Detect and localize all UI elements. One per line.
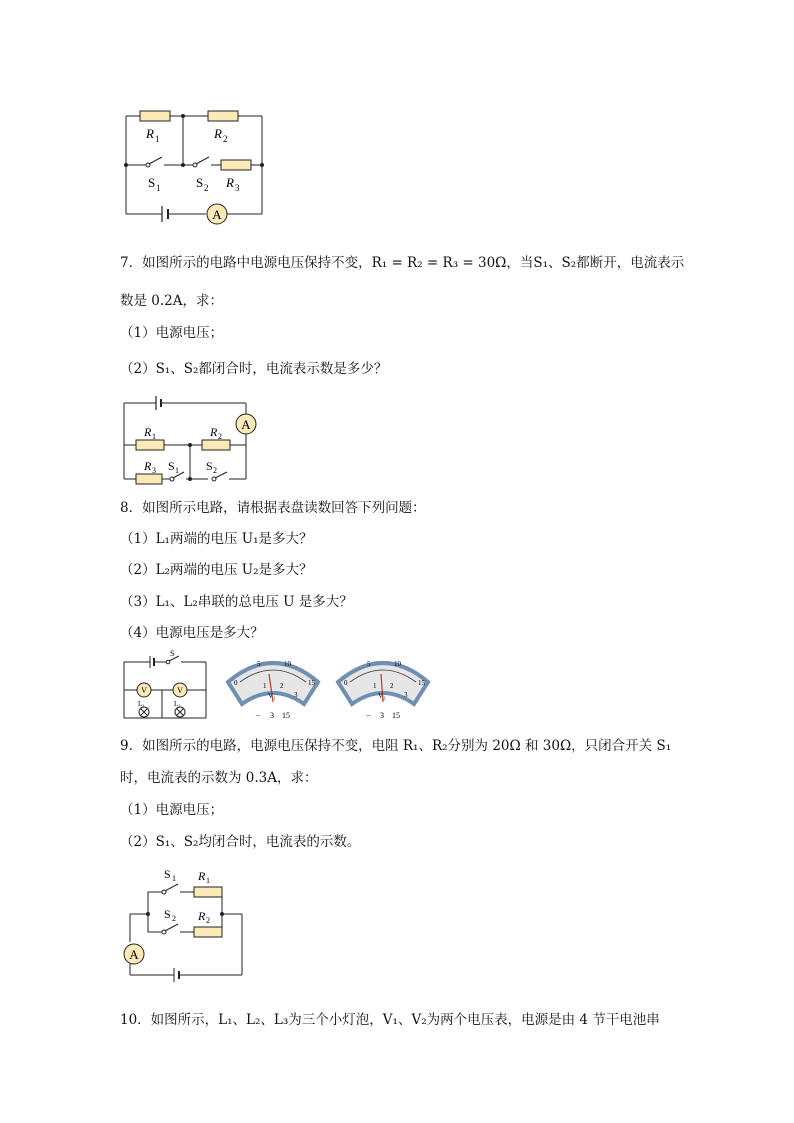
svg-text:1: 1 xyxy=(156,183,161,193)
ammeter-label: A xyxy=(212,207,222,222)
resistor-r2 xyxy=(208,111,238,121)
svg-text:R: R xyxy=(214,126,222,141)
svg-text:2: 2 xyxy=(213,466,217,475)
svg-text:2: 2 xyxy=(204,183,209,193)
svg-text:3: 3 xyxy=(235,183,240,193)
q8-sub4: （4）电源电压是多大？ xyxy=(120,625,264,641)
svg-text:1: 1 xyxy=(373,682,377,690)
svg-text:S: S xyxy=(206,459,213,473)
svg-text:−: − xyxy=(366,711,371,720)
figure-q7-circuit-2 xyxy=(118,393,263,485)
svg-text:R: R xyxy=(146,126,154,141)
figure-q7-circuit xyxy=(118,105,273,225)
svg-text:L₂: L₂ xyxy=(174,700,181,708)
svg-text:5: 5 xyxy=(257,660,261,668)
svg-text:S: S xyxy=(164,867,171,881)
q7-sub1: （1）电源电压； xyxy=(120,325,224,341)
svg-text:0: 0 xyxy=(344,679,348,687)
svg-text:1: 1 xyxy=(155,134,160,144)
svg-text:R: R xyxy=(144,425,152,439)
voltmeter-v1-dial xyxy=(222,652,324,727)
svg-text:1: 1 xyxy=(206,876,210,885)
svg-text:10: 10 xyxy=(394,660,401,668)
figure-q9-circuit xyxy=(118,862,248,984)
q7-stem-line2: 数是 0.2A，求： xyxy=(120,293,224,309)
svg-text:V₁: V₁ xyxy=(268,692,276,700)
svg-text:2: 2 xyxy=(218,432,222,441)
svg-text:V: V xyxy=(141,686,147,695)
svg-text:1: 1 xyxy=(263,682,267,690)
ammeter-label-3: A xyxy=(129,947,139,962)
svg-text:0: 0 xyxy=(234,679,238,687)
q10-stem-line1: 10．如图所示，L₁、L₂、L₃为三个小灯泡，V₁、V₂为两个电压表，电源是由 4 节干电池串 xyxy=(120,1012,660,1028)
svg-text:15: 15 xyxy=(308,679,315,687)
svg-text:15: 15 xyxy=(392,711,400,720)
resistor-r3 xyxy=(221,160,251,170)
ammeter-label-2: A xyxy=(241,417,251,432)
svg-text:2: 2 xyxy=(172,914,176,923)
svg-text:3: 3 xyxy=(294,691,298,699)
svg-text:L₁: L₁ xyxy=(138,700,145,708)
svg-text:S: S xyxy=(164,907,171,921)
svg-text:S: S xyxy=(196,175,204,190)
q9-stem-line2: 时，电流表的示数为 0.3A，求： xyxy=(120,770,318,786)
svg-text:R: R xyxy=(210,425,218,439)
q7-stem-line1: 7．如图所示的电路中电源电压保持不变，R₁ = R₂ = R₃ = 30Ω，当S₁、S₂都断开，电流表示 xyxy=(120,255,685,271)
svg-text:2: 2 xyxy=(223,134,228,144)
svg-text:S: S xyxy=(148,175,156,190)
svg-text:15: 15 xyxy=(418,679,425,687)
svg-text:R: R xyxy=(144,459,152,473)
svg-text:V: V xyxy=(177,686,183,695)
svg-text:V₂: V₂ xyxy=(378,692,386,700)
svg-text:10: 10 xyxy=(284,660,291,668)
svg-text:1: 1 xyxy=(152,432,156,441)
svg-text:S: S xyxy=(170,650,175,658)
svg-text:5: 5 xyxy=(367,660,371,668)
q9-stem-line1: 9．如图所示的电路，电源电压保持不变，电阻 R₁、R₂分别为 20Ω 和 30Ω，只闭合开关 S₁ xyxy=(120,738,672,754)
svg-text:3: 3 xyxy=(270,711,274,720)
svg-text:3: 3 xyxy=(380,711,384,720)
voltmeter-v2-dial xyxy=(332,652,434,727)
q8-stem: 8．如图所示电路，请根据表盘读数回答下列问题： xyxy=(120,500,426,516)
resistor-r1 xyxy=(140,111,170,121)
svg-text:−: − xyxy=(256,711,261,720)
svg-text:1: 1 xyxy=(175,466,179,475)
q8-sub2: （2）L₂两端的电压 U₂是多大？ xyxy=(120,562,313,578)
q8-sub1: （1）L₁两端的电压 U₁是多大？ xyxy=(120,531,313,547)
q8-sub3: （3）L₁、L₂串联的总电压 U 是多大？ xyxy=(120,594,353,610)
svg-text:3: 3 xyxy=(404,691,408,699)
q9-sub2: （2）S₁、S₂均闭合时，电流表的示数。 xyxy=(120,834,361,850)
svg-text:2: 2 xyxy=(390,682,394,690)
svg-text:R: R xyxy=(226,175,234,190)
svg-text:R: R xyxy=(198,909,206,923)
svg-text:R: R xyxy=(198,869,206,883)
q9-sub1: （1）电源电压； xyxy=(120,802,224,818)
svg-text:3: 3 xyxy=(152,466,156,475)
q7-sub2: （2）S₁、S₂都闭合时，电流表示数是多少？ xyxy=(120,361,388,377)
svg-text:2: 2 xyxy=(280,682,284,690)
svg-text:S: S xyxy=(168,459,175,473)
svg-text:15: 15 xyxy=(282,711,290,720)
svg-text:1: 1 xyxy=(172,874,176,883)
figure-q8-circuit xyxy=(118,650,213,725)
svg-text:2: 2 xyxy=(206,916,210,925)
